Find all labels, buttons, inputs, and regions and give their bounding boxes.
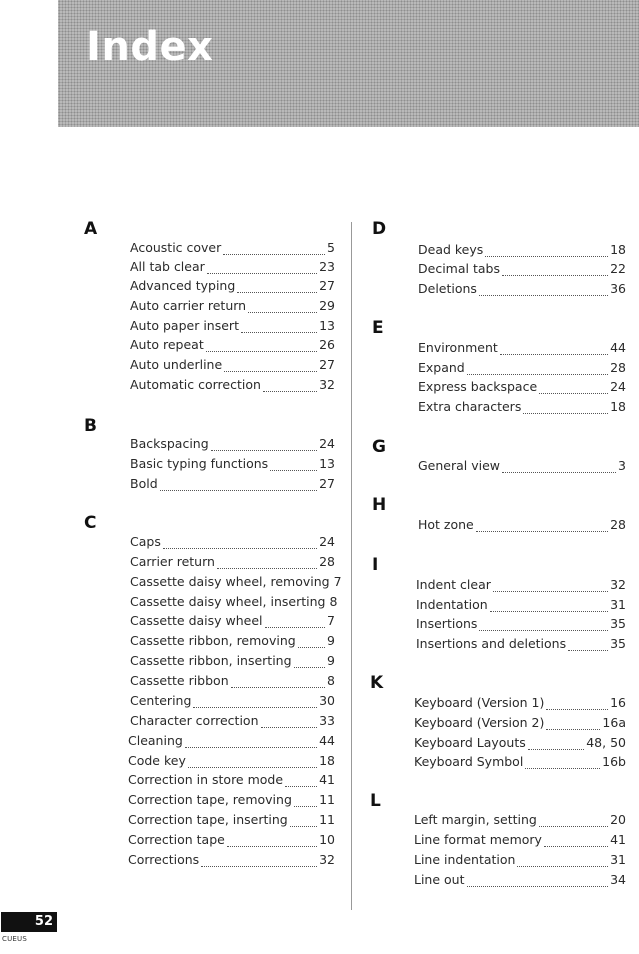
index-entry: Automatic correction 32 [130,377,335,392]
index-entry: All tab clear 23 [130,259,335,274]
index-entry: Line indentation 31 [414,852,626,867]
index-entry: Auto paper insert 13 [130,318,335,333]
section-letter: L [370,791,381,811]
index-entry: Insertions and deletions 35 [416,636,626,651]
section-letter: K [370,673,384,693]
page-number-badge: 52 [1,912,57,932]
section-letter: A [84,219,98,239]
brand-label: CUEUS [2,935,28,943]
index-entry: Corrections 32 [128,852,335,867]
column-divider [351,222,352,910]
index-entry: Character correction 33 [130,713,335,728]
index-entry: Hot zone 28 [418,517,626,532]
index-entry: Code key 18 [128,753,335,768]
index-entry: Carrier return 28 [130,554,335,569]
index-entry: Correction tape, removing 11 [128,792,335,807]
index-entry: Auto underline 27 [130,357,335,372]
section-letter: G [372,437,386,457]
index-entry: Expand 28 [418,360,626,375]
index-entry: Acoustic cover 5 [130,240,335,255]
section-letter: I [372,555,379,575]
index-entry: Correction tape, inserting 11 [128,812,335,827]
index-entry: Auto repeat 26 [130,337,335,352]
index-entry: Keyboard (Version 2) 16a [414,715,626,730]
index-entry: Keyboard Symbol 16b [414,754,626,769]
index-entry: Extra characters 18 [418,399,626,414]
index-entry: Centering 30 [130,693,335,708]
index-entry: Express backspace 24 [418,379,626,394]
index-entry: Deletions 36 [418,281,626,296]
header-banner [58,0,639,127]
index-entry: Correction tape 10 [128,832,335,847]
index-entry: Backspacing 24 [130,436,335,451]
index-entry: Decimal tabs 22 [418,261,626,276]
section-letter: B [84,416,97,436]
index-entry: Cleaning 44 [128,733,335,748]
section-letter: C [84,513,97,533]
index-entry: Bold 27 [130,476,335,491]
index-entry: Environment 44 [418,340,626,355]
index-entry: Line out 34 [414,872,626,887]
index-entry: Dead keys 18 [418,242,626,257]
index-entry: Indentation 31 [416,597,626,612]
index-entry: Cassette ribbon, inserting 9 [130,653,335,668]
index-entry: Line format memory 41 [414,832,626,847]
section-letter: H [372,495,387,515]
index-entry: General view 3 [418,458,626,473]
index-entry: Caps 24 [130,534,335,549]
index-entry: Correction in store mode 41 [128,772,335,787]
index-entry: Keyboard (Version 1) 16 [414,695,626,710]
page-title: Index [86,24,214,70]
index-entry: Indent clear 32 [416,577,626,592]
index-entry: Advanced typing 27 [130,278,335,293]
index-entry: Keyboard Layouts 48, 50 [414,735,626,750]
section-letter: E [372,318,384,338]
index-entry: Cassette ribbon 8 [130,673,335,688]
index-entry: Cassette daisy wheel, removing 7 [130,574,342,589]
index-entry: Cassette ribbon, removing 9 [130,633,335,648]
index-entry: Basic typing functions 13 [130,456,335,471]
index-entry: Left margin, setting 20 [414,812,626,827]
index-entry: Insertions 35 [416,616,626,631]
index-entry: Cassette daisy wheel, inserting 8 [130,594,338,609]
section-letter: D [372,219,387,239]
index-entry: Cassette daisy wheel 7 [130,613,335,628]
index-entry: Auto carrier return 29 [130,298,335,313]
